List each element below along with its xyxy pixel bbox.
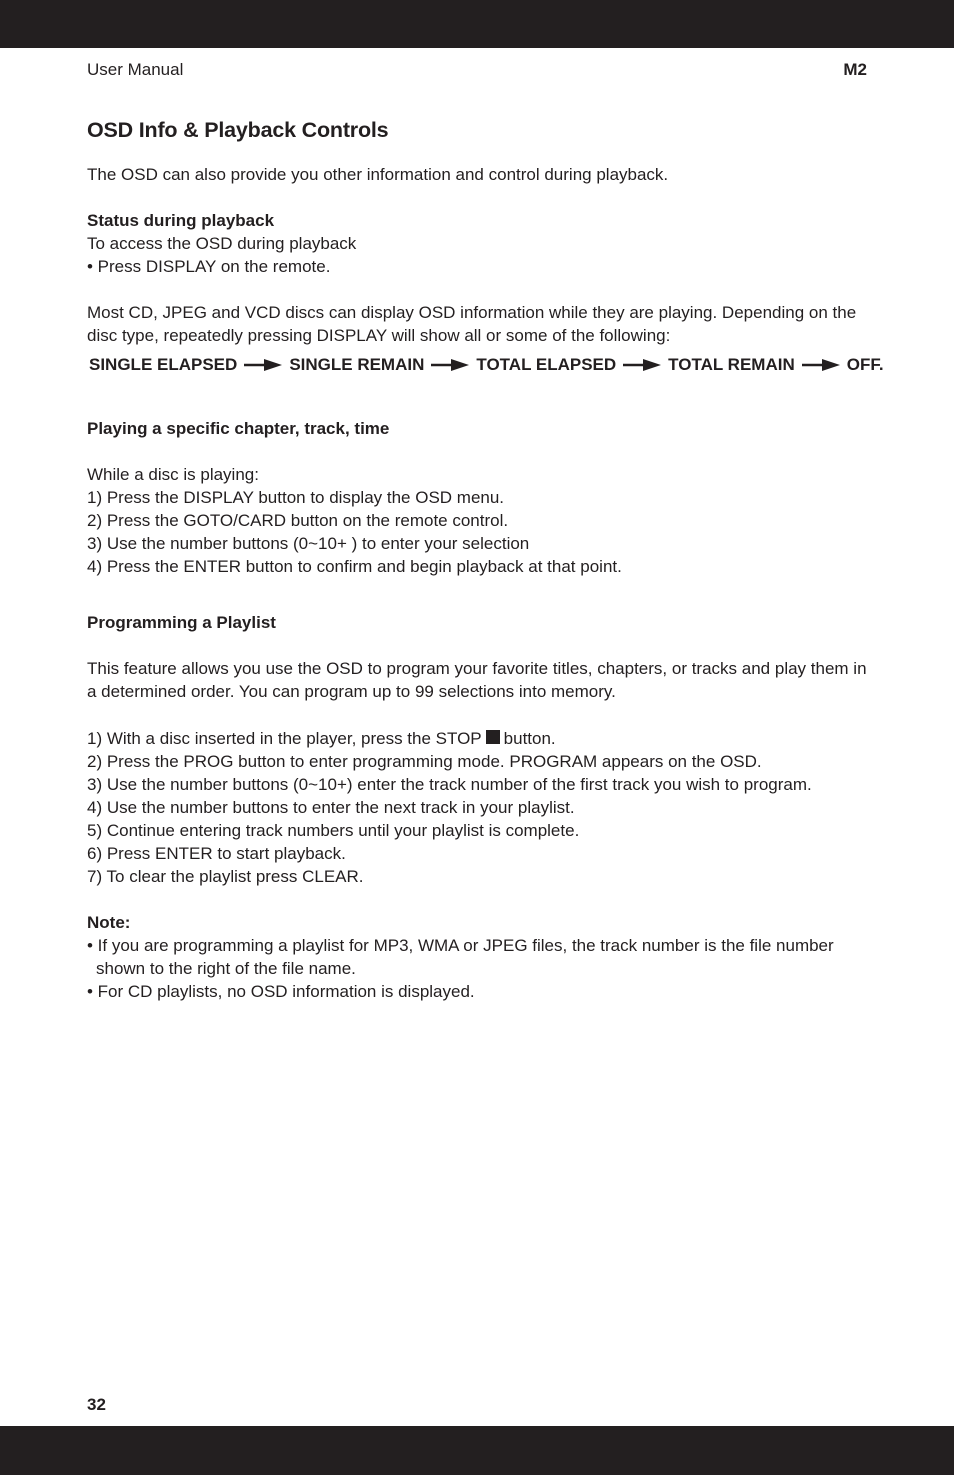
header-model-label: M2 — [843, 60, 867, 79]
flow-step: TOTAL ELAPSED — [476, 355, 617, 374]
page-content — [87, 115, 884, 1003]
list-item: 4) Press the ENTER button to confirm and begin playback at that point. — [87, 557, 622, 576]
list-item: 1) Press the DISPLAY button to display the OSD menu. — [87, 488, 505, 507]
flow-step: OFF. — [846, 355, 884, 374]
flow-step: SINGLE ELAPSED — [89, 355, 238, 374]
playlist-steps — [87, 727, 877, 888]
list-item: 7) To clear the playlist press CLEAR. — [87, 867, 364, 886]
playlist-paragraph: This feature allows you use the OSD to program your favorite titles, chapters, or tracks and play them in a determined order. You can program up to 99 selections into memory. — [87, 659, 867, 701]
flow-step: TOTAL REMAIN — [668, 355, 795, 374]
page-number: 32 — [87, 1395, 106, 1414]
step-text: button. — [503, 729, 556, 748]
list-item — [87, 727, 877, 750]
flow-step: SINGLE REMAIN — [289, 355, 425, 374]
list-item: • If you are programming a playlist for MP3, WMA or JPEG files, the track number is the file number shown to the right of the file name. — [87, 936, 834, 978]
list-item: 4) Use the number buttons to enter the next track in your playlist. — [87, 798, 575, 817]
status-paragraph: Most CD, JPEG and VCD discs can display OSD information while they are playing. Depending on the disc type, repeatedly pressing DISPLAY will show all or some of the following: — [87, 303, 857, 345]
right-arrow-icon — [431, 359, 469, 371]
right-arrow-icon — [802, 359, 840, 371]
stop-icon — [486, 730, 500, 744]
playlist-heading: Programming a Playlist — [87, 613, 276, 632]
page-title: OSD Info & Playback Controls — [87, 118, 389, 142]
status-heading: Status during playback — [87, 211, 275, 230]
status-line: To access the OSD during playback — [87, 234, 357, 253]
top-bar — [0, 0, 954, 48]
list-item: • For CD playlists, no OSD information is displayed. — [87, 982, 475, 1001]
display-sequence — [89, 353, 884, 377]
list-item: 6) Press ENTER to start playback. — [87, 844, 346, 863]
list-item: 2) Press the PROG button to enter programming mode. PROGRAM appears on the OSD. — [87, 752, 762, 771]
list-item: 3) Use the number buttons (0~10+) enter the track number of the first track you wish to program. — [87, 775, 812, 794]
chapter-intro: While a disc is playing: — [87, 465, 259, 484]
right-arrow-icon — [623, 359, 661, 371]
list-item: 3) Use the number buttons (0~10+ ) to enter your selection — [87, 534, 530, 553]
bottom-bar — [0, 1426, 954, 1475]
chapter-steps — [87, 486, 877, 578]
right-arrow-icon — [244, 359, 282, 371]
list-item: 2) Press the GOTO/CARD button on the remote control. — [87, 511, 509, 530]
list-item: 5) Continue entering track numbers until your playlist is complete. — [87, 821, 580, 840]
step-text: 1) With a disc inserted in the player, press the STOP — [87, 729, 482, 748]
header-manual-label: User Manual — [87, 60, 184, 79]
note-list — [87, 934, 877, 1003]
chapter-heading: Playing a specific chapter, track, time — [87, 419, 390, 438]
note-heading: Note: — [87, 913, 131, 932]
status-line: • Press DISPLAY on the remote. — [87, 257, 331, 276]
intro-paragraph: The OSD can also provide you other information and control during playback. — [87, 165, 669, 184]
